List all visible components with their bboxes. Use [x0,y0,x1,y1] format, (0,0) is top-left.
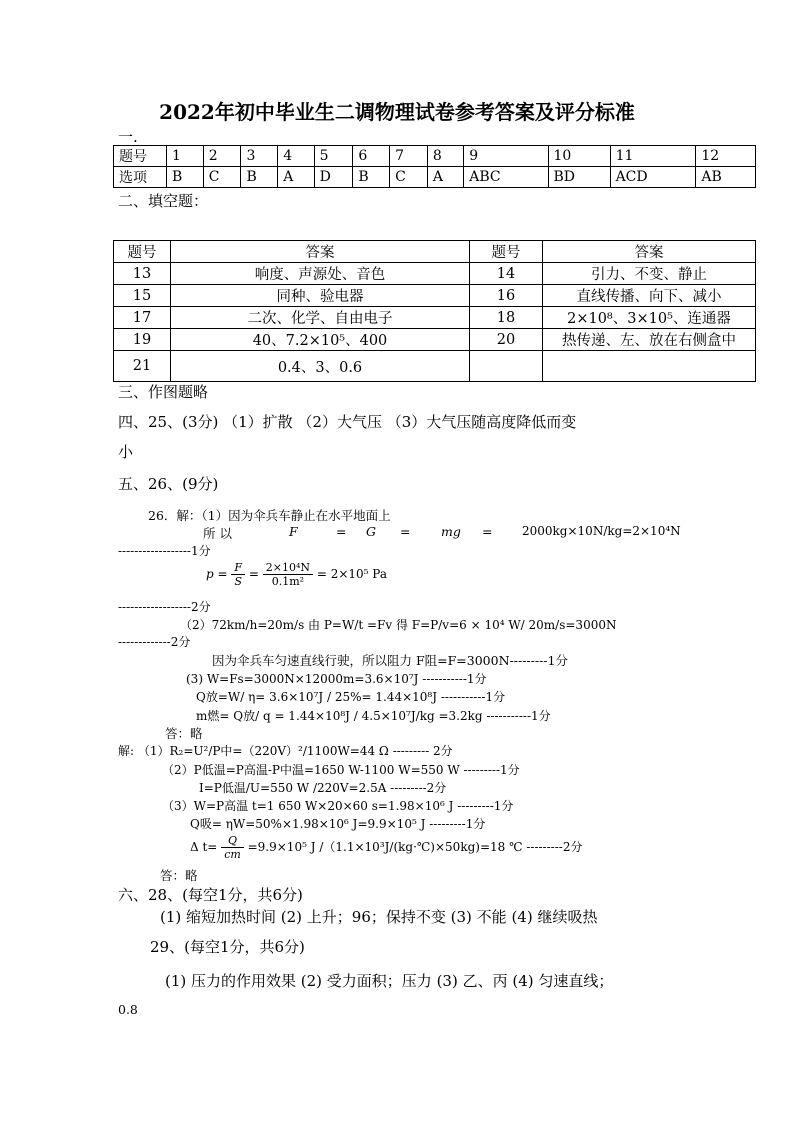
header-cell: 题号 [470,241,543,263]
table-cell: 19 [114,329,171,351]
sol27-line4: （3）W=P高温 t=1 650 W×20×60 s=1.98×10⁶ J ---------1分 [162,799,514,813]
table-row [114,167,756,188]
section-2-label: 二、填空题： [118,192,209,210]
table-cell: 8 [427,146,463,167]
table-cell: C [390,167,428,188]
table-cell: B [353,167,390,188]
table-cell [470,351,543,382]
header-cell: 题号 [114,241,171,263]
sol26-score3: -------------2分 [118,635,191,649]
table-cell: ABC [464,167,548,188]
table-cell: 13 [114,263,171,285]
table-cell: 同种、验电器 [171,285,470,307]
table-row [114,351,756,382]
sol27-line1: 解: （1）R₂=U²/P中=（220V）²/1100W=44 Ω --------- 2分 [118,744,453,758]
table-cell: 15 [114,285,171,307]
table-cell: 响度、声源处、音色 [171,263,470,285]
sol27-line3: I=P低温/U=550 W /220V=2.5A ---------2分 [199,781,447,795]
table-cell: 二次、化学、自由电子 [171,307,470,329]
table-row [114,307,756,329]
table-cell: 16 [470,285,543,307]
table-row [114,241,756,263]
table-cell: 2 [203,146,241,167]
q29-heading: 29、(每空1分，共6分) [150,938,305,956]
q28-answers: (1) 缩短加热时间 (2) 上升；96；保持不变 (3) 不能 (4) 继续吸热 [160,908,598,926]
sol26-line6: （2）72km/h=20m/s 由 P=W/t =Fv 得 F=P/v=6 × 10⁴ W/ 20m/s=3000N [180,618,617,632]
section-4-cont: 小 [118,443,134,461]
row-header: 题号 [114,146,167,167]
sol27-line5: Q吸= ηW=50%×1.98×10⁶ J=9.9×10⁵ J ---------1分 [190,817,486,831]
section-6: 六、28、(每空1分，共6分) [118,886,303,904]
fill-answer-table [113,240,756,382]
table-cell [543,351,756,382]
table-cell: 14 [470,263,543,285]
table-row [114,146,756,167]
table-cell: 20 [470,329,543,351]
sol26-line11: m燃= Q放/ q = 1.44×10⁸J / 4.5×10⁷J/kg =3.2kg -----------1分 [196,709,551,723]
section-3: 三、作图题略 [118,383,209,401]
table-cell: 0.4、3、0.6 [171,351,470,382]
sol26-score2: ------------------2分 [118,600,211,614]
sol26-line9: (3) W=Fs=3000N×12000m=3.6×10⁷J -----------1分 [186,672,487,686]
table-cell: 1 [167,146,204,167]
sol27-line2: （2）P低温=P高温-P中温=1650 W-1100 W=550 W ---------1分 [162,763,520,777]
table-cell: AB [696,167,756,188]
table-cell: 3 [241,146,278,167]
sol26-line8: 因为伞兵车匀速直线行驶，所以阻力 F阻=F=3000N---------1分 [212,653,568,668]
sol26-answer: 答：略 [165,726,203,741]
table-cell: 18 [470,307,543,329]
table-cell: D [314,167,353,188]
table-row [114,285,756,307]
q29-answers: (1) 压力的作用效果 (2) 受力面积；压力 (3) 乙、丙 (4) 匀速直线； [165,972,614,990]
table-cell: 11 [610,146,696,167]
table-cell: A [427,167,463,188]
sol26-line1: 26．解：（1）因为伞兵车静止在水平地面上 [148,508,391,523]
sol27-answer: 答：略 [160,868,198,883]
table-cell: 17 [114,307,171,329]
sol26-score1: ------------------1分 [118,544,211,558]
pressure-formula: p = $\frac{F}{S}$ = $\frac{\text{2×10⁴N}}{\text{0.1m²}}$ = 2×10⁵ Pa [206,561,387,588]
table-cell: A [278,167,314,188]
table-cell: C [203,167,241,188]
table-cell: 2×10⁸、3×10⁵、连通器 [543,307,756,329]
table-cell: B [167,167,204,188]
sol27-line6: Δ t= $\frac{Q}{cm}$ =9.9×10⁵ J /（1.1×10³J/(kg·℃)×50kg)=18 ℃ ---------2分 [190,834,583,861]
table-cell: 7 [390,146,428,167]
header-cell: 答案 [171,241,470,263]
table-cell: 40、7.2×10⁵、400 [171,329,470,351]
table-row [114,329,756,351]
section-1-label: 一. [118,128,138,146]
table-cell: 12 [696,146,756,167]
section-4-line: 四、25、(3分) （1）扩散 （2）大气压 （3）大气压随高度降低而变 [118,413,577,431]
table-cell: B [241,167,278,188]
table-cell: 21 [114,351,171,382]
table-cell: BD [548,167,610,188]
table-cell: ACD [610,167,696,188]
table-cell: 4 [278,146,314,167]
choice-answer-table [113,145,756,188]
table-cell: 直线传播、向下、减小 [543,285,756,307]
row-header: 选项 [114,167,167,188]
table-cell: 引力、不变、静止 [543,263,756,285]
table-cell: 5 [314,146,353,167]
q29-cont: 0.8 [118,1002,138,1017]
page-title: 2022年初中毕业生二调物理试卷参考答案及评分标准 [159,100,635,124]
table-cell: 热传递、左、放在右侧盒中 [543,329,756,351]
table-cell: 9 [464,146,548,167]
sol26-line10: Q放=W/ η= 3.6×10⁷J / 25%= 1.44×10⁸J -----------1分 [196,690,506,704]
section-5: 五、26、(9分) [118,475,219,493]
header-cell: 答案 [543,241,756,263]
table-row [114,263,756,285]
table-cell: 10 [548,146,610,167]
table-cell: 6 [353,146,390,167]
